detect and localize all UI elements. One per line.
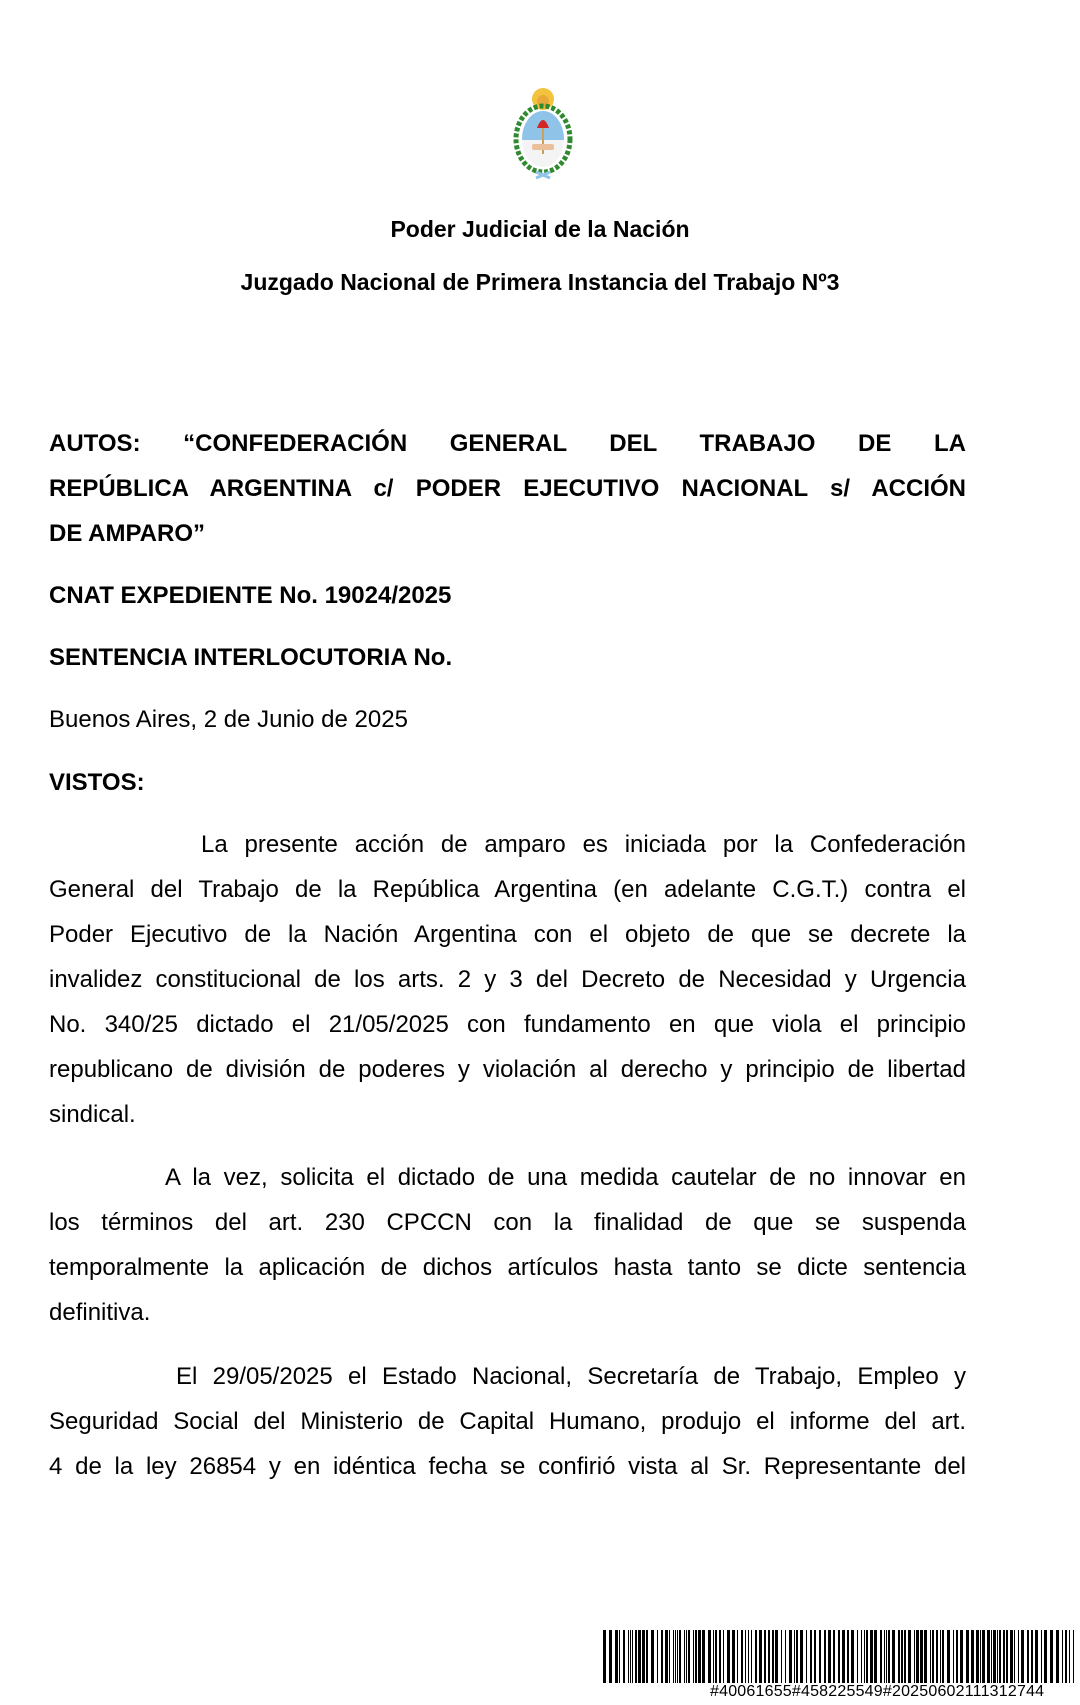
barcode-bar (748, 1630, 749, 1683)
barcode-bar (819, 1630, 821, 1683)
barcode-bar (993, 1630, 996, 1683)
barcode-bar (991, 1630, 992, 1683)
barcode-bar (851, 1630, 854, 1683)
paragraph-2 (49, 1155, 966, 1335)
barcode-bar (646, 1630, 648, 1683)
barcode-bar (916, 1630, 919, 1683)
caption-line: DE AMPARO” (49, 520, 205, 547)
barcode-bar (942, 1630, 944, 1683)
barcode-bar (1027, 1630, 1029, 1683)
barcode-bar (976, 1630, 979, 1683)
barcode-bar (1069, 1630, 1070, 1683)
paragraph-3 (49, 1354, 966, 1489)
barcode-bar (713, 1630, 714, 1683)
barcode-bar (708, 1630, 711, 1683)
barcode-bar (603, 1630, 606, 1683)
text-line: Seguridad Social del Ministerio de Capital Humano, produjo el informe del art. (49, 1408, 966, 1435)
barcode-bar (1035, 1630, 1038, 1683)
barcode-bar (870, 1630, 873, 1683)
barcode-bar (914, 1630, 915, 1683)
text-line: A la vez, solicita el dictado de una medida cautelar de no innovar en (165, 1164, 966, 1191)
barcode-bar (898, 1630, 900, 1683)
barcode-bar (953, 1630, 954, 1683)
barcode-bar (924, 1630, 927, 1683)
barcode-bar (785, 1630, 786, 1683)
barcode-bar (1003, 1630, 1005, 1683)
barcode-bar (1044, 1630, 1047, 1683)
barcode-bar (635, 1630, 637, 1683)
barcode-bar (768, 1630, 770, 1683)
barcode-bar (737, 1630, 738, 1683)
barcode-bar (904, 1630, 906, 1683)
barcode-bar (888, 1630, 890, 1683)
barcode-bar (960, 1630, 963, 1683)
caption-line: REPÚBLICA ARGENTINA c/ PODER EJECUTIVO NACIONAL s/ ACCIÓN (49, 475, 966, 502)
barcode-bar (828, 1630, 831, 1683)
barcode-bar (684, 1630, 685, 1683)
barcode-bar (982, 1630, 985, 1683)
barcode-bar (971, 1630, 974, 1683)
barcode-bar (693, 1630, 694, 1683)
barcode-bar (675, 1630, 676, 1683)
barcode-bar (847, 1630, 849, 1683)
barcode-bar (794, 1630, 795, 1683)
barcode-bar (857, 1630, 858, 1683)
barcode-bar (987, 1630, 990, 1683)
barcode-bar (1073, 1630, 1074, 1683)
barcode-bar (1056, 1630, 1059, 1683)
sentence-label: SENTENCIA INTERLOCUTORIA No. (49, 644, 453, 671)
barcode-bar (966, 1630, 969, 1683)
barcode-bar (715, 1630, 717, 1683)
barcode-bar (775, 1630, 778, 1683)
text-line: republicano de división de poderes y violación al derecho y principio de libertad (49, 1056, 966, 1083)
barcode-bar (1031, 1630, 1033, 1683)
barcode-bar (1021, 1630, 1024, 1683)
barcode-bar (997, 1630, 998, 1683)
text-line: temporalmente la aplicación de dichos artículos hasta tanto se dicte sentencia (49, 1254, 966, 1281)
barcode (603, 1630, 1075, 1683)
barcode-bar (864, 1630, 865, 1683)
barcode-bar (669, 1630, 670, 1683)
barcode-bar (732, 1630, 735, 1683)
barcode-bar (1010, 1630, 1013, 1683)
barcode-bar (781, 1630, 782, 1683)
vistos-heading: VISTOS: (49, 769, 145, 796)
barcode-bar (814, 1630, 816, 1683)
text-line: sindical. (49, 1101, 136, 1128)
barcode-bar (657, 1630, 658, 1683)
barcode-bar (727, 1630, 730, 1683)
text-line: invalidez constitucional de los arts. 2 y 3 del Decreto de Necesidad y Urgencia (49, 966, 966, 993)
barcode-bar (1050, 1630, 1053, 1683)
barcode-bar (642, 1630, 645, 1683)
text-line: General del Trabajo de la República Argentina (en adelante C.G.T.) contra el (49, 876, 966, 903)
barcode-bar (886, 1630, 887, 1683)
barcode-bar (901, 1630, 903, 1683)
case-caption (49, 421, 966, 556)
barcode-bar (702, 1630, 705, 1683)
barcode-bar (920, 1630, 923, 1683)
barcode-bar (880, 1630, 882, 1683)
barcode-bar (1065, 1630, 1067, 1683)
barcode-bar (947, 1630, 950, 1683)
barcode-bar (1041, 1630, 1042, 1683)
barcode-bar (932, 1630, 934, 1683)
text-line: El 29/05/2025 el Estado Nacional, Secretaría de Trabajo, Empleo y (176, 1363, 966, 1390)
barcode-bar (838, 1630, 840, 1683)
barcode-bar (772, 1630, 774, 1683)
barcode-bar (623, 1630, 625, 1683)
barcode-bar (755, 1630, 757, 1683)
barcode-bar (810, 1630, 812, 1683)
text-line: Poder Ejecutivo de la Nación Argentina con el objeto de que se decrete la (49, 921, 966, 948)
barcode-bar (842, 1630, 845, 1683)
barcode-bar (698, 1630, 701, 1683)
barcode-bar (628, 1630, 629, 1683)
barcode-bar (719, 1630, 721, 1683)
barcode-bar (930, 1630, 931, 1683)
barcode-bar (741, 1630, 743, 1683)
date-line: Buenos Aires, 2 de Junio de 2025 (49, 706, 408, 733)
barcode-bar (940, 1630, 941, 1683)
barcode-bar (695, 1630, 697, 1683)
barcode-bar (630, 1630, 631, 1683)
text-line: definitiva. (49, 1299, 151, 1326)
barcode-bar (884, 1630, 885, 1683)
barcode-bar (677, 1630, 678, 1683)
case-number: CNAT EXPEDIENTE No. 19024/2025 (49, 582, 452, 609)
barcode-bar (673, 1630, 674, 1683)
barcode-bar (764, 1630, 766, 1683)
barcode-bar (665, 1630, 668, 1683)
barcode-bar (936, 1630, 938, 1683)
court-header: Poder Judicial de la Nación (390, 216, 690, 242)
caption-line: AUTOS: “CONFEDERACIÓN GENERAL DEL TRABAJO DE LA (49, 430, 966, 457)
barcode-bar (861, 1630, 862, 1683)
barcode-bar (999, 1630, 1001, 1683)
barcode-bar (908, 1630, 911, 1683)
barcode-bar (866, 1630, 868, 1683)
barcode-bar (1062, 1630, 1063, 1683)
barcode-bar (723, 1630, 724, 1683)
barcode-bar (1006, 1630, 1008, 1683)
barcode-bar (638, 1630, 641, 1683)
barcode-bar (661, 1630, 663, 1683)
barcode-bar (632, 1630, 633, 1683)
court-subheader: Juzgado Nacional de Primera Instancia del Trabajo Nº3 (240, 269, 840, 295)
barcode-bar (956, 1630, 958, 1683)
text-line: 4 de la ley 26854 y en idéntica fecha se confirió vista al Sr. Representante del (49, 1453, 966, 1480)
barcode-bar (1018, 1630, 1019, 1683)
barcode-text: #40061655#458225549#20250602111312744 (710, 1683, 1045, 1700)
barcode-bar (688, 1630, 690, 1683)
barcode-bar (686, 1630, 687, 1683)
paragraph-1 (49, 822, 966, 1137)
barcode-bar (1014, 1630, 1015, 1683)
text-line: los términos del art. 230 CPCCN con la finalidad de que se suspenda (49, 1209, 966, 1236)
barcode-bar (806, 1630, 807, 1683)
barcode-bar (651, 1630, 654, 1683)
barcode-bar (892, 1630, 895, 1683)
text-line: La presente acción de amparo es iniciada por la Confederación (201, 831, 966, 858)
barcode-bar (759, 1630, 762, 1683)
barcode-bar (789, 1630, 792, 1683)
coat-of-arms-icon (512, 84, 574, 184)
barcode-bar (751, 1630, 752, 1683)
text-line: No. 340/25 dictado el 21/05/2025 con fundamento en que viola el principio (49, 1011, 966, 1038)
barcode-bar (824, 1630, 826, 1683)
barcode-bar (833, 1630, 835, 1683)
barcode-bar (609, 1630, 612, 1683)
barcode-bar (615, 1630, 618, 1683)
barcode-bar (679, 1630, 681, 1683)
barcode-bar (980, 1630, 981, 1683)
barcode-bar (874, 1630, 877, 1683)
barcode-bar (796, 1630, 798, 1683)
barcode-bar (745, 1630, 746, 1683)
barcode-bar (619, 1630, 620, 1683)
barcode-bar (800, 1630, 803, 1683)
